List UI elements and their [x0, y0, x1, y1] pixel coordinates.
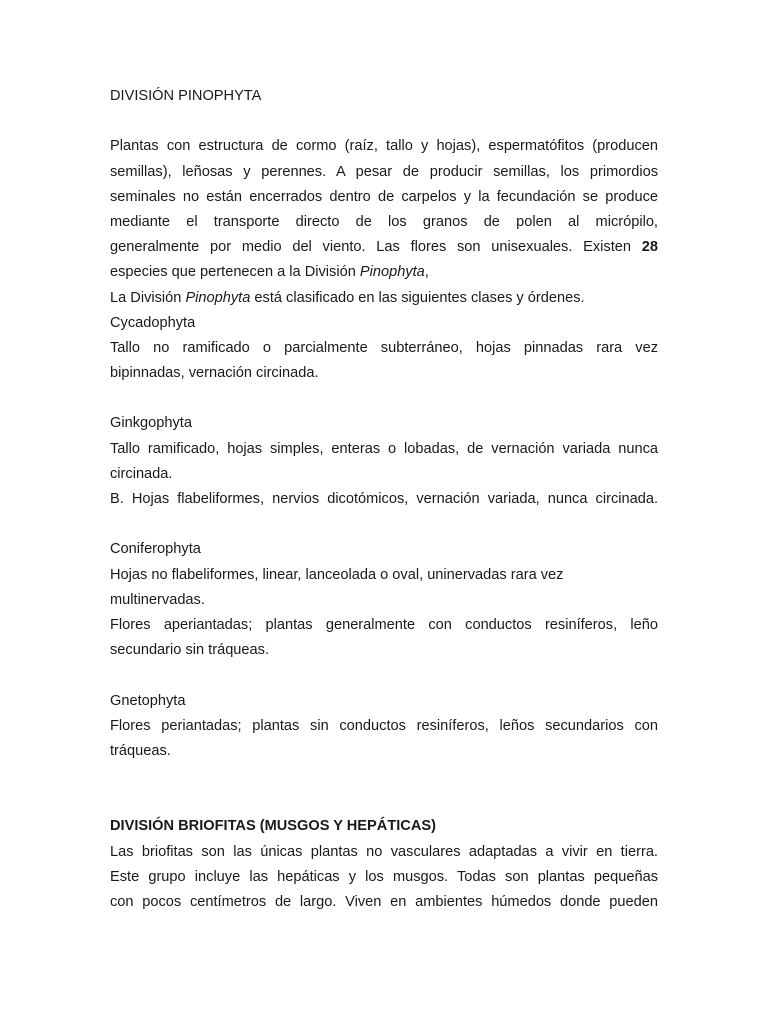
- briofitas-section: [110, 814, 658, 915]
- spacer: [110, 109, 658, 134]
- intro-paragraph: [110, 134, 658, 310]
- spacer: [110, 386, 658, 411]
- intro-line: [110, 260, 658, 285]
- gnetophyta-section: [110, 689, 658, 765]
- paragraph-line: Este grupo incluye las hepáticas y los musgos. Todas son plantas pequeñas: [110, 868, 658, 885]
- class-line: bipinnadas, vernación circinada.: [110, 365, 319, 382]
- document-page: [110, 84, 658, 915]
- class-line: Tallo no ramificado o parcialmente subterráneo, hojas pinnadas rara vez: [110, 339, 658, 356]
- intro-text: está clasificado en las siguientes clases y órdenes.: [250, 289, 585, 306]
- paragraph-line: con pocos centímetros de largo. Viven en ambientes húmedos donde pueden: [110, 894, 658, 911]
- class-line: Flores aperiantadas; plantas generalmente con conductos resiníferos, leño: [110, 616, 658, 633]
- spacer: [110, 663, 658, 688]
- class-line: Flores periantadas; plantas sin conductos resiníferos, leños secundarios con: [110, 717, 658, 734]
- cycadophyta-section: [110, 311, 658, 387]
- species-count: 28: [641, 239, 658, 256]
- intro-line: [110, 286, 658, 311]
- intro-line: semillas), leñosas y perennes. A pesar de producir semillas, los primordios: [110, 163, 658, 180]
- intro-line: seminales no están encerrados dentro de carpelos y la fecundación se produce: [110, 188, 658, 205]
- ginkgophyta-section: [110, 411, 658, 512]
- class-line: tráqueas.: [110, 742, 171, 759]
- paragraph-line: Las briofitas son las únicas plantas no vasculares adaptadas a vivir en tierra.: [110, 843, 658, 860]
- section-heading-briofitas: DIVISIÓN BRIOFITAS (MUSGOS Y HEPÁTICAS): [110, 818, 436, 835]
- intro-text: ,: [424, 264, 429, 281]
- class-title-coniferophyta: Coniferophyta: [110, 541, 201, 558]
- spacer: [110, 512, 658, 537]
- intro-text: generalmente por medio del viento. Las flores son unisexuales. Existen: [110, 239, 642, 256]
- intro-text: especies que pertenecen a la División: [110, 264, 360, 281]
- section-heading-pinophyta: DIVISIÓN PINOPHYTA: [110, 88, 262, 104]
- coniferophyta-section: [110, 537, 658, 663]
- class-line: Tallo ramificado, hojas simples, enteras o lobadas, de vernación variada nunca: [110, 440, 658, 457]
- intro-line: mediante el transporte directo de los granos de polen al micrópilo,: [110, 213, 658, 230]
- class-line: multinervadas.: [110, 591, 205, 608]
- class-line: B. Hojas flabeliformes, nervios dicotómicos, vernación variada, nunca circinada.: [110, 491, 658, 507]
- class-line: secundario sin tráqueas.: [110, 642, 270, 659]
- spacer: [110, 764, 658, 814]
- intro-line: [110, 235, 658, 260]
- taxon-name: Pinophyta: [359, 264, 425, 281]
- class-title-cycadophyta: Cycadophyta: [110, 314, 196, 331]
- intro-text: La División: [110, 289, 186, 306]
- class-line: circinada.: [110, 465, 173, 482]
- class-title-ginkgophyta: Ginkgophyta: [110, 415, 192, 432]
- taxon-name: Pinophyta: [185, 289, 251, 306]
- intro-line: Plantas con estructura de cormo (raíz, tallo y hojas), espermatófitos (producen: [110, 138, 658, 155]
- class-title-gnetophyta: Gnetophyta: [110, 692, 186, 709]
- class-line: Hojas no flabeliformes, linear, lanceolada o oval, uninervadas rara vez: [110, 566, 564, 583]
